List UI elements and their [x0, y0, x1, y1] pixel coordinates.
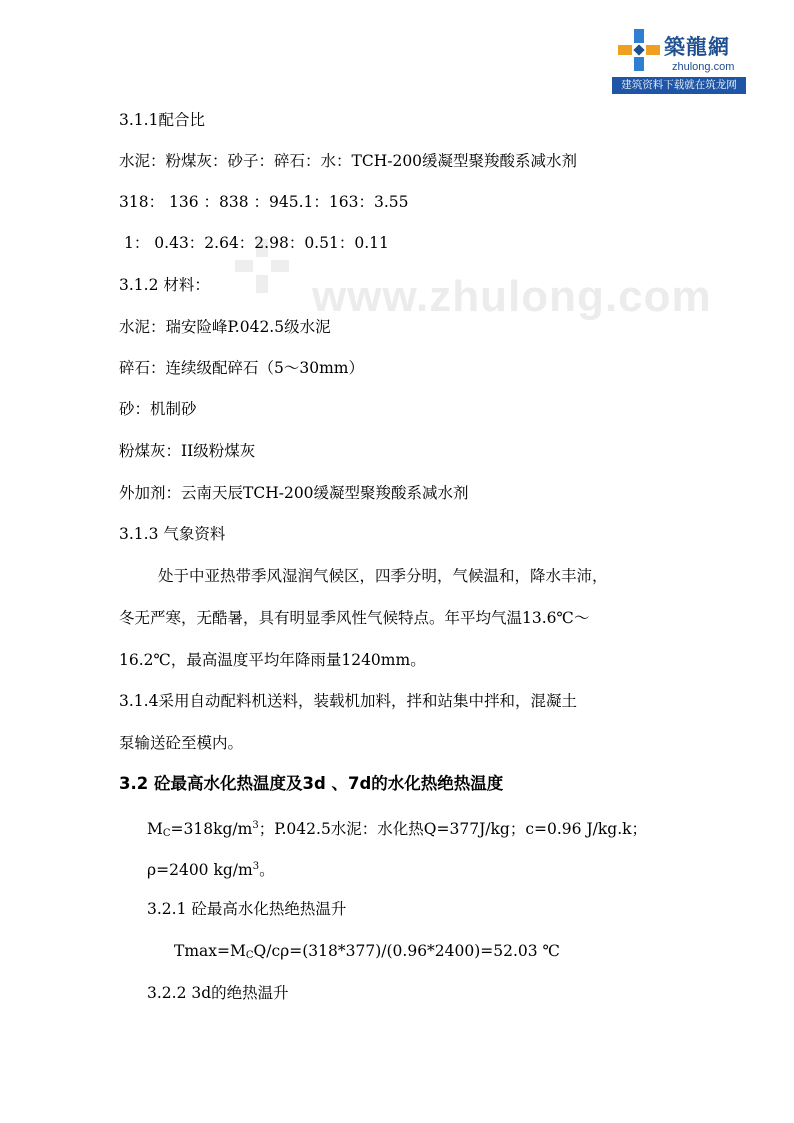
climate-paragraph-line-1: 处于中亚热带季风湿润气候区，四季分明，气候温和，降水丰沛，: [158, 567, 608, 585]
mix-ratio-masses: 318： 136 ：838 ：945.1：163：3.55: [119, 193, 409, 211]
section-3-1-1-title: 3.1.1配合比: [119, 111, 205, 129]
section-3-1-4-line-1: 3.1.4采用自动配料机送料，装载机加料，拌和站集中拌和，混凝土: [119, 692, 577, 710]
tmax-formula: [174, 941, 560, 966]
climate-paragraph-line-2: 冬无严寒，无酷暑，具有明显季风性气候特点。年平均气温13.6℃～: [119, 609, 590, 627]
density-end: 。: [259, 861, 275, 879]
section-3-1-3-title: 3.1.3 气象资料: [119, 525, 226, 543]
section-3-1-2-title: 3.1.2 材料：: [119, 276, 210, 294]
section-3-2-2-title: 3.2.2 3d的绝热温升: [147, 984, 289, 1002]
material-flyash: 粉煤灰：II级粉煤灰: [119, 442, 256, 460]
mix-ratio-components: 水泥：粉煤灰：砂子：碎石：水：TCH-200缓凝型聚羧酸系减水剂: [119, 152, 578, 170]
mc-symbol: M: [147, 820, 163, 838]
section-3-1-4-line-2: 泵输送砼至模内。: [119, 734, 244, 752]
tmax-subscript: C: [245, 950, 254, 961]
mc-unit-exponent: 3: [252, 820, 259, 831]
density-value: ρ=2400 kg/m: [147, 861, 253, 879]
logo-star-icon: [616, 27, 662, 73]
material-sand: 砂：机制砂: [119, 400, 197, 418]
section-3-2-heading: 3.2 砼最高水化热温度及3d 、7d的水化热绝热温度: [119, 774, 504, 793]
parameters-line-2: [147, 857, 275, 880]
mix-ratio-relative: 1： 0.43：2.64：2.98：0.51：0.11: [124, 234, 389, 252]
material-gravel: 碎石：连续级配碎石（5～30mm）: [119, 359, 364, 377]
mc-subscript: C: [162, 828, 171, 839]
parameters-line-1: [147, 816, 647, 844]
tmax-expression: Q/cρ=(318*377)/(0.96*2400)=52.03 ℃: [253, 942, 560, 960]
section-3-2-1-title: 3.2.1 砼最高水化热绝热温升: [147, 900, 347, 918]
logo-domain: zhulong.com: [672, 61, 735, 73]
zhulong-logo: [612, 25, 746, 95]
logo-tagline: 建筑资料下载就在筑龙网: [612, 77, 746, 94]
parameters-rest: ；P.042.5水泥：水化热Q=377J/kg；c=0.96 J/kg.k；: [258, 820, 648, 838]
logo-name: 築龍網: [664, 34, 730, 59]
climate-paragraph-line-3: 16.2℃，最高温度平均年降雨量1240mm。: [119, 651, 426, 669]
tmax-prefix: Tmax=M: [174, 942, 246, 960]
density-unit-exponent: 3: [252, 861, 260, 872]
watermark-text: www.zhulong.com: [312, 272, 712, 321]
material-cement: 水泥：瑞安险峰P.042.5级水泥: [119, 318, 331, 336]
mc-value: =318kg/m: [170, 820, 253, 838]
material-admixture: 外加剂：云南天辰TCH-200缓凝型聚羧酸系减水剂: [119, 484, 469, 502]
